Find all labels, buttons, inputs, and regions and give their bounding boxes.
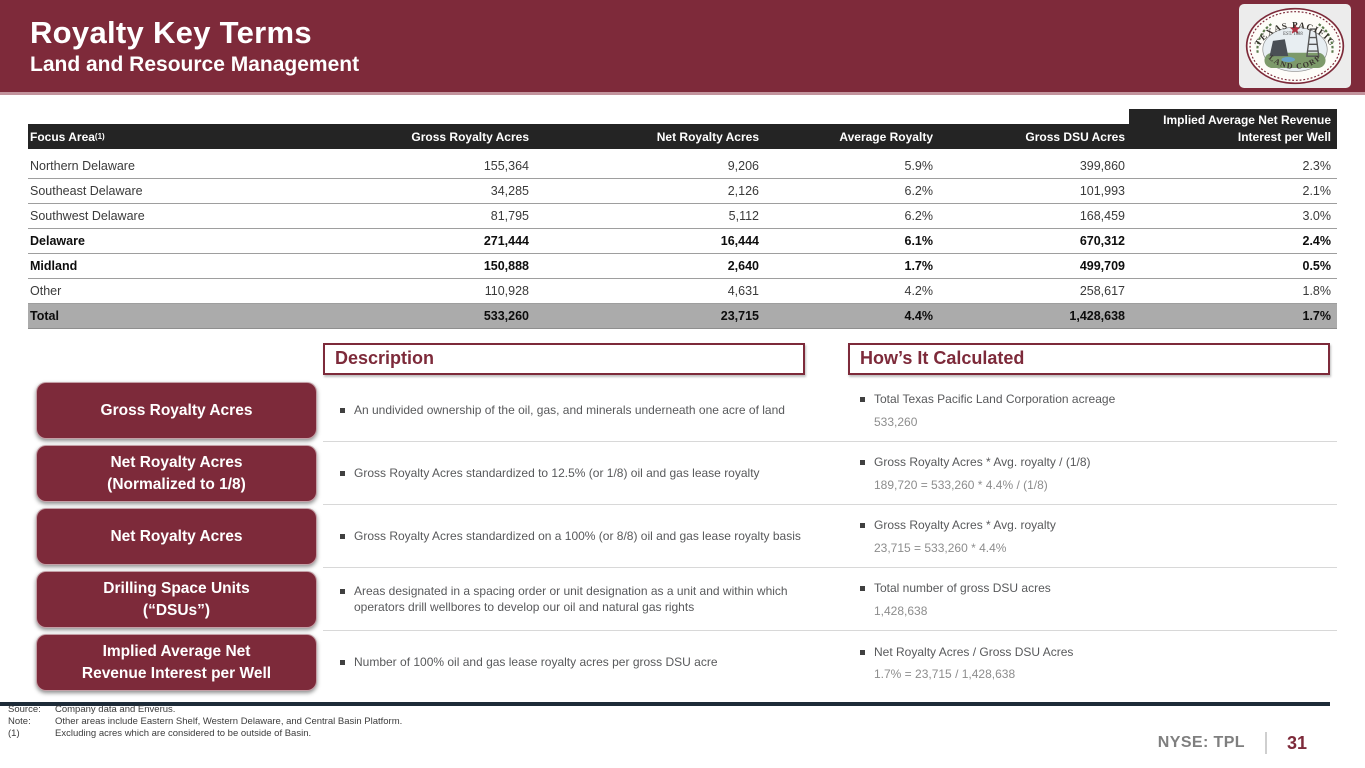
bullet-icon (860, 397, 865, 402)
footnote-label: Note: (8, 716, 31, 728)
footnote-line (8, 704, 402, 716)
term-content (323, 568, 1337, 631)
bullet-icon (860, 460, 865, 465)
term-row (28, 568, 1337, 631)
column-header-implied-nri: Implied Average Net Revenue Interest per Well (1129, 109, 1337, 149)
table-row (28, 179, 1337, 204)
logo-arc-bottom-text: LAND CORP (1266, 53, 1324, 71)
term-label-box (36, 508, 317, 565)
slide-header (0, 0, 1365, 95)
table-cell-gross-royalty-acres: 34,285 (490, 184, 529, 198)
table-cell-focus-area: Northern Delaware (30, 159, 135, 173)
ticker-label: NYSE: TPL (1157, 734, 1245, 751)
term-label-box (36, 382, 317, 439)
term-content (323, 442, 1337, 505)
footnote-text: Other areas include Eastern Shelf, Western Delaware, and Central Basin Platform. (55, 716, 403, 728)
footnote-line (8, 716, 402, 728)
table-body (28, 154, 1337, 329)
terms-body (28, 379, 1337, 694)
table-row (28, 254, 1337, 279)
column-header-focus-area: Focus Area (1) (28, 124, 258, 149)
description-header: Description (323, 343, 805, 375)
term-cell (28, 568, 323, 631)
table-cell-gross-royalty-acres: 150,888 (483, 259, 529, 273)
term-row (28, 631, 1337, 694)
table-cell-focus-area: Delaware (30, 234, 85, 248)
table-cell-focus-area: Total (30, 309, 59, 323)
texas-pacific-seal-icon (1243, 7, 1347, 85)
table-cell-average-royalty: 6.2% (904, 184, 933, 198)
table-cell-implied-nri: 1.7% (1302, 309, 1331, 323)
table-cell-average-royalty: 1.7% (904, 259, 933, 273)
calculation-text: Total Texas Pacific Land Corporation acreage (874, 392, 1116, 407)
term-cell (28, 631, 323, 694)
table-cell-gross-dsu-acres: 499,709 (1079, 259, 1125, 273)
calculation-cell (840, 509, 1337, 562)
term-label-line: Implied Average Net (102, 642, 251, 660)
term-label-line: (“DSUs”) (142, 601, 211, 619)
footer-right (1158, 732, 1307, 754)
column-header-gross-dsu-acres: Gross DSU Acres (937, 124, 1129, 149)
table-cell-net-royalty-acres: 4,631 (727, 284, 759, 298)
term-label-box (36, 634, 317, 691)
calculation-text: Total number of gross DSU acres (874, 581, 1051, 596)
term-cell (28, 442, 323, 505)
bullet-icon (340, 408, 345, 413)
term-content (323, 631, 1337, 694)
table-cell-average-royalty: 4.4% (904, 309, 933, 323)
table-cell-focus-area: Southwest Delaware (30, 209, 145, 223)
table-cell-gross-royalty-acres: 533,260 (483, 309, 529, 323)
bullet-icon (860, 650, 865, 655)
term-content (323, 379, 1337, 442)
calculation-cell (840, 636, 1337, 689)
description-cell (323, 394, 840, 426)
bullet-icon (340, 534, 345, 539)
footnote-text: Excluding acres which are considered to be outside of Basin. (55, 728, 312, 740)
table-cell-gross-royalty-acres: 155,364 (483, 159, 529, 173)
table-row (28, 304, 1337, 329)
table-cell-average-royalty: 5.9% (904, 159, 933, 173)
column-header-net-royalty-acres: Net Royalty Acres (533, 124, 763, 149)
term-label-box (36, 571, 317, 628)
table-cell-net-royalty-acres: 2,640 (727, 259, 759, 273)
term-row (28, 379, 1337, 442)
table-cell-average-royalty: 6.1% (904, 234, 933, 248)
bullet-icon (860, 586, 865, 591)
calculation-text: Gross Royalty Acres * Avg. royalty (874, 518, 1056, 533)
calculation-value: 189,720 = 533,260 * 4.4% / (1/8) (874, 477, 1048, 492)
table-cell-gross-dsu-acres: 670,312 (1079, 234, 1125, 248)
footer-vertical-divider (1265, 732, 1267, 754)
term-cell (28, 379, 323, 442)
description-text: Gross Royalty Acres standardized on a 100% (or 8/8) oil and gas lease royalty basis (354, 528, 801, 543)
page-number: 31 (1286, 732, 1307, 753)
description-text: An undivided ownership of the oil, gas, and minerals underneath one acre of land (354, 402, 785, 417)
logo-arc-top-text: TEXAS PACIFIC (1252, 19, 1338, 48)
calculated-header: How’s It Calculated (848, 343, 1330, 375)
term-label-box (36, 445, 317, 502)
title-block (30, 15, 359, 77)
calculation-cell (840, 383, 1337, 436)
table-cell-gross-royalty-acres: 271,444 (483, 234, 529, 248)
term-content (323, 505, 1337, 568)
term-label-line: Gross Royalty Acres (100, 401, 253, 419)
footnote-marker: (1) (94, 132, 105, 141)
bullet-icon (340, 471, 345, 476)
term-label-line: Net Royalty Acres (110, 453, 243, 471)
table-cell-average-royalty: 6.2% (904, 209, 933, 223)
footnote-label: (1) (8, 728, 20, 740)
footnote-text: Company data and Enverus. (55, 704, 176, 716)
footnote-label: Source: (8, 704, 41, 716)
term-label-line: (Normalized to 1/8) (107, 475, 246, 493)
calculation-text: Net Royalty Acres / Gross DSU Acres (874, 644, 1074, 659)
column-header-average-royalty: Average Royalty (763, 124, 937, 149)
term-label-line: Net Royalty Acres (110, 527, 243, 545)
calculation-value: 533,260 (874, 414, 918, 429)
table-cell-implied-nri: 3.0% (1302, 209, 1331, 223)
table-row (28, 229, 1337, 254)
table-cell-gross-dsu-acres: 1,428,638 (1069, 309, 1125, 323)
royalty-table (28, 109, 1337, 329)
table-cell-implied-nri: 2.4% (1302, 234, 1331, 248)
table-cell-gross-dsu-acres: 101,993 (1079, 184, 1125, 198)
calculation-cell (840, 446, 1337, 499)
description-cell (323, 575, 840, 623)
table-row (28, 204, 1337, 229)
term-label-line: Revenue Interest per Well (81, 664, 272, 682)
table-cell-focus-area: Southeast Delaware (30, 184, 143, 198)
table-cell-implied-nri: 2.3% (1302, 159, 1331, 173)
description-cell (323, 457, 840, 489)
table-cell-net-royalty-acres: 5,112 (728, 209, 759, 223)
table-cell-gross-dsu-acres: 168,459 (1079, 209, 1125, 223)
table-header-row (28, 109, 1337, 149)
description-cell (323, 646, 840, 678)
term-cell (28, 505, 323, 568)
bullet-icon (860, 523, 865, 528)
key-terms-section (28, 343, 1337, 694)
bullet-icon (340, 589, 345, 594)
footnote-line (8, 728, 402, 740)
table-cell-gross-dsu-acres: 399,860 (1079, 159, 1125, 173)
table-cell-net-royalty-acres: 9,206 (727, 159, 759, 173)
bullet-icon (340, 660, 345, 665)
column-header-gross-royalty-acres: Gross Royalty Acres (258, 124, 533, 149)
table-cell-implied-nri: 2.1% (1302, 184, 1331, 198)
table-row (28, 154, 1337, 179)
description-cell (323, 520, 840, 552)
table-cell-net-royalty-acres: 16,444 (720, 234, 759, 248)
table-cell-implied-nri: 0.5% (1302, 259, 1331, 273)
calculation-value: 1.7% = 23,715 / 1,428,638 (874, 667, 1016, 682)
table-cell-focus-area: Midland (30, 259, 78, 273)
term-row (28, 505, 1337, 568)
calculation-value: 23,715 = 533,260 * 4.4% (874, 540, 1007, 555)
term-row (28, 442, 1337, 505)
description-text: Areas designated in a spacing order or unit designation as a unit and within which operators drill wellbores to develop our oil and natural gas rights (354, 583, 788, 614)
footnotes (8, 704, 402, 740)
description-text: Number of 100% oil and gas lease royalty acres per gross DSU acre (354, 655, 718, 670)
calculation-cell (840, 572, 1337, 625)
table-cell-implied-nri: 1.8% (1302, 284, 1331, 298)
table-cell-gross-royalty-acres: 81,795 (490, 209, 529, 223)
table-row (28, 279, 1337, 304)
table-cell-focus-area: Other (30, 284, 62, 298)
table-cell-average-royalty: 4.2% (904, 284, 933, 298)
description-text: Gross Royalty Acres standardized to 12.5% (or 1/8) oil and gas lease royalty (354, 465, 760, 480)
term-label-line: Drilling Space Units (103, 579, 250, 597)
logo-est-text: EST. 1888 (1283, 31, 1303, 37)
calculation-value: 1,428,638 (874, 603, 928, 618)
table-cell-gross-royalty-acres: 110,928 (484, 284, 529, 298)
company-logo (1239, 4, 1351, 88)
table-cell-net-royalty-acres: 2,126 (727, 184, 759, 198)
calculation-text: Gross Royalty Acres * Avg. royalty / (1/8) (874, 455, 1091, 470)
page-subtitle: Land and Resource Management (30, 53, 360, 76)
table-cell-net-royalty-acres: 23,715 (720, 309, 759, 323)
page-title: Royalty Key Terms (30, 15, 312, 50)
table-cell-gross-dsu-acres: 258,617 (1079, 284, 1125, 298)
definitions-header-row (28, 343, 1337, 375)
